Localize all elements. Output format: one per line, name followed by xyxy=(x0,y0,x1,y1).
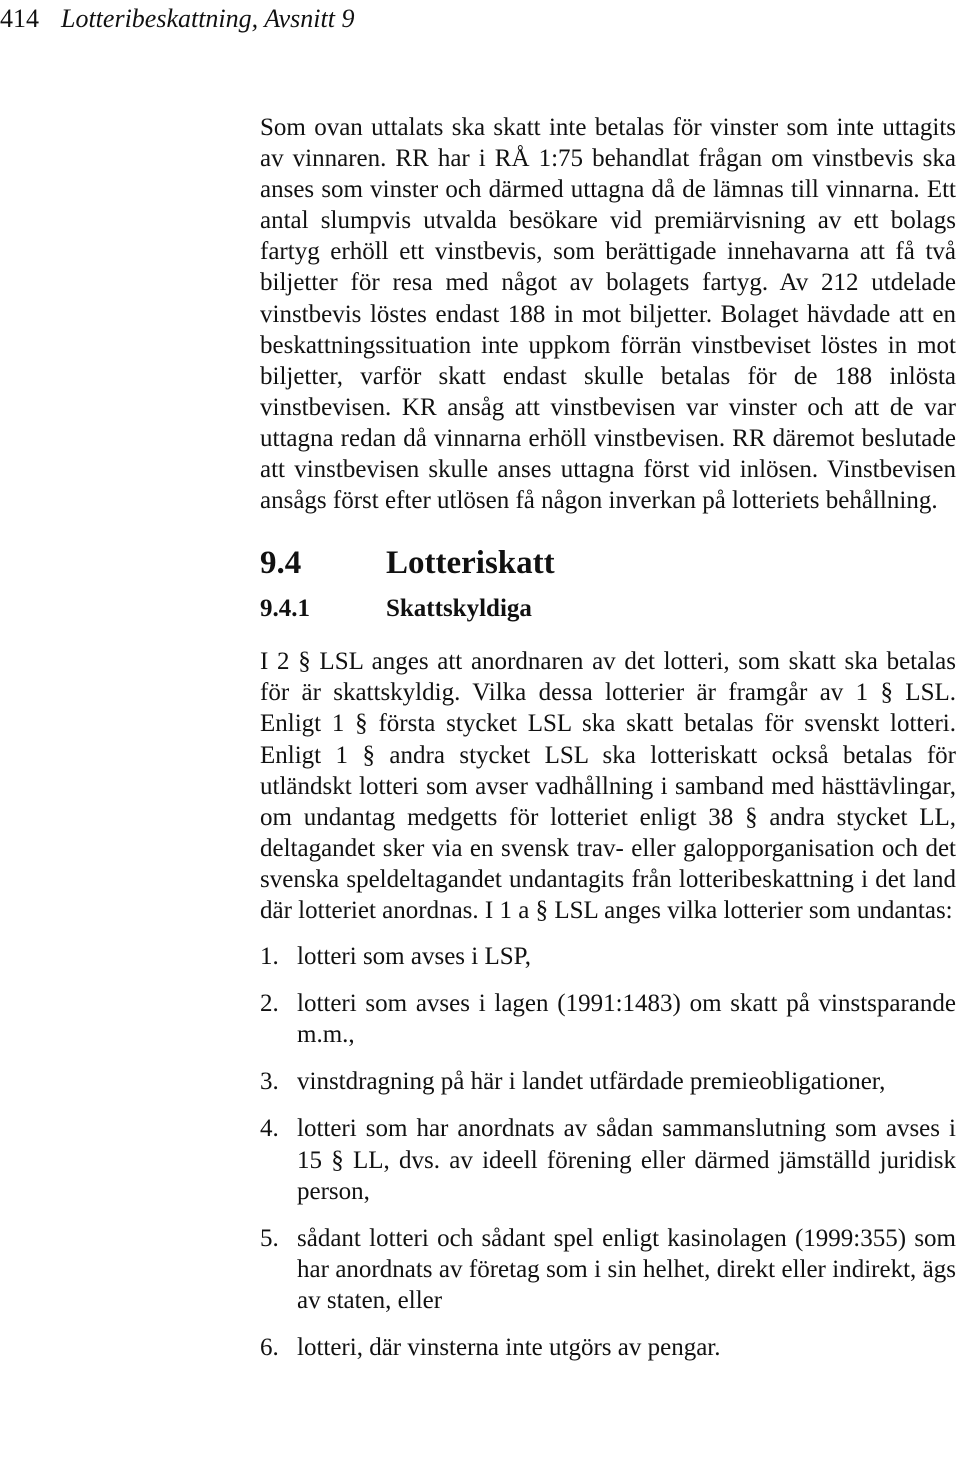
subsection-title: Skattskyldiga xyxy=(386,595,532,623)
list-item-text: lotteri som har anordnats av sådan sammanslutning som avses i 15 § LL, dvs. av ideell förening eller därmed jämställd juridisk person, xyxy=(297,1115,956,1205)
list-item-text: sådant lotteri och sådant spel enligt kasinolagen (1999:355) som har anordnats av företag som i sin helhet, direkt eller indirekt, ägs av staten, eller xyxy=(297,1224,956,1314)
list-item-number: 5. xyxy=(260,1224,279,1252)
list-item-text: lotteri som avses i lagen (1991:1483) om skatt på vinstsparande m.m., xyxy=(297,990,956,1049)
list-item-text: lotteri, där vinsterna inte utgörs av pengar. xyxy=(297,1334,721,1361)
running-title: Lotteribeskattning, Avsnitt 9 xyxy=(61,4,355,33)
list-item xyxy=(260,1332,956,1363)
page-number: 414 xyxy=(0,4,39,33)
section-title: Lotteriskatt xyxy=(386,545,555,582)
list-item-text: lotteri som avses i LSP, xyxy=(297,943,532,971)
list-item-text: vinstdragning på här i landet utfärdade premieobligationer, xyxy=(297,1068,886,1096)
list-item xyxy=(260,941,956,972)
subsection-heading xyxy=(260,592,956,626)
list-item xyxy=(260,1223,956,1316)
list-item xyxy=(260,1113,956,1206)
subsection-number: 9.4.1 xyxy=(260,595,310,623)
list-item xyxy=(260,1066,956,1097)
list-item-number: 6. xyxy=(260,1334,279,1361)
exemption-list xyxy=(260,941,956,1363)
list-item-number: 2. xyxy=(260,990,279,1018)
page-content xyxy=(260,112,956,1379)
list-item-number: 3. xyxy=(260,1068,279,1096)
page-header xyxy=(0,0,700,40)
list-item xyxy=(260,988,956,1050)
intro-paragraph: Som ovan uttalats ska skatt inte betalas för vinster som inte uttagits av vinnaren. RR har i RÅ 1:75 behandlat frågan om vinstbevis ska anses som vinster och därmed uttagna då de lämnas till vinnarna. Ett antal slumpvis utvalda besökare vid premiärvisning av ett bolags fartyg erhöll ett vinstbevis, som berättigade innehavarna att få två biljetter för resa med något av bolagets fartyg. Av 212 utdelade vinstbevis löstes endast 188 in mot biljetter. Bolaget hävdade att en beskattningssituation inte uppkom förrän vinstbeviset löstes in mot biljetter, varför skatt endast skulle betalas för de 188 inlösta vinstbevisen. KR ansåg att vinstbevisen var vinster och att de var uttagna redan då vinnarna erhöll vinstbevisen. RR däremot beslutade att vinstbevisen skulle anses uttagna först vid inlösen. Vinstbevisen ansågs först efter utlösen få någon inverkan på lotteriets behållning. xyxy=(260,114,956,515)
section-heading xyxy=(260,540,956,586)
list-item-number: 1. xyxy=(260,943,279,971)
body-paragraph: I 2 § LSL anges att anordnaren av det lotteri, som skatt ska betalas för är skattskyldig. Vilka dessa lotterier är framgår av 1 § LSL. Enligt 1 § första stycket LSL ska skatt betalas för svenskt lotteri. Enligt 1 § andra stycket LSL ska lotteriskatt också betalas för utländskt lotteri som avser vadhållning i samband med hästtävlingar, om undantag medgetts för lotteriet enligt 38 § andra stycket LL, deltagandet sker via en svensk trav- eller galopporganisation och det svenska speldeltagandet undantagits från lotteribeskattning i det land där lotteriet anordnas. I 1 a § LSL anges vilka lotterier som undantas: xyxy=(260,648,956,924)
section-number: 9.4 xyxy=(260,545,302,582)
list-item-number: 4. xyxy=(260,1115,279,1143)
